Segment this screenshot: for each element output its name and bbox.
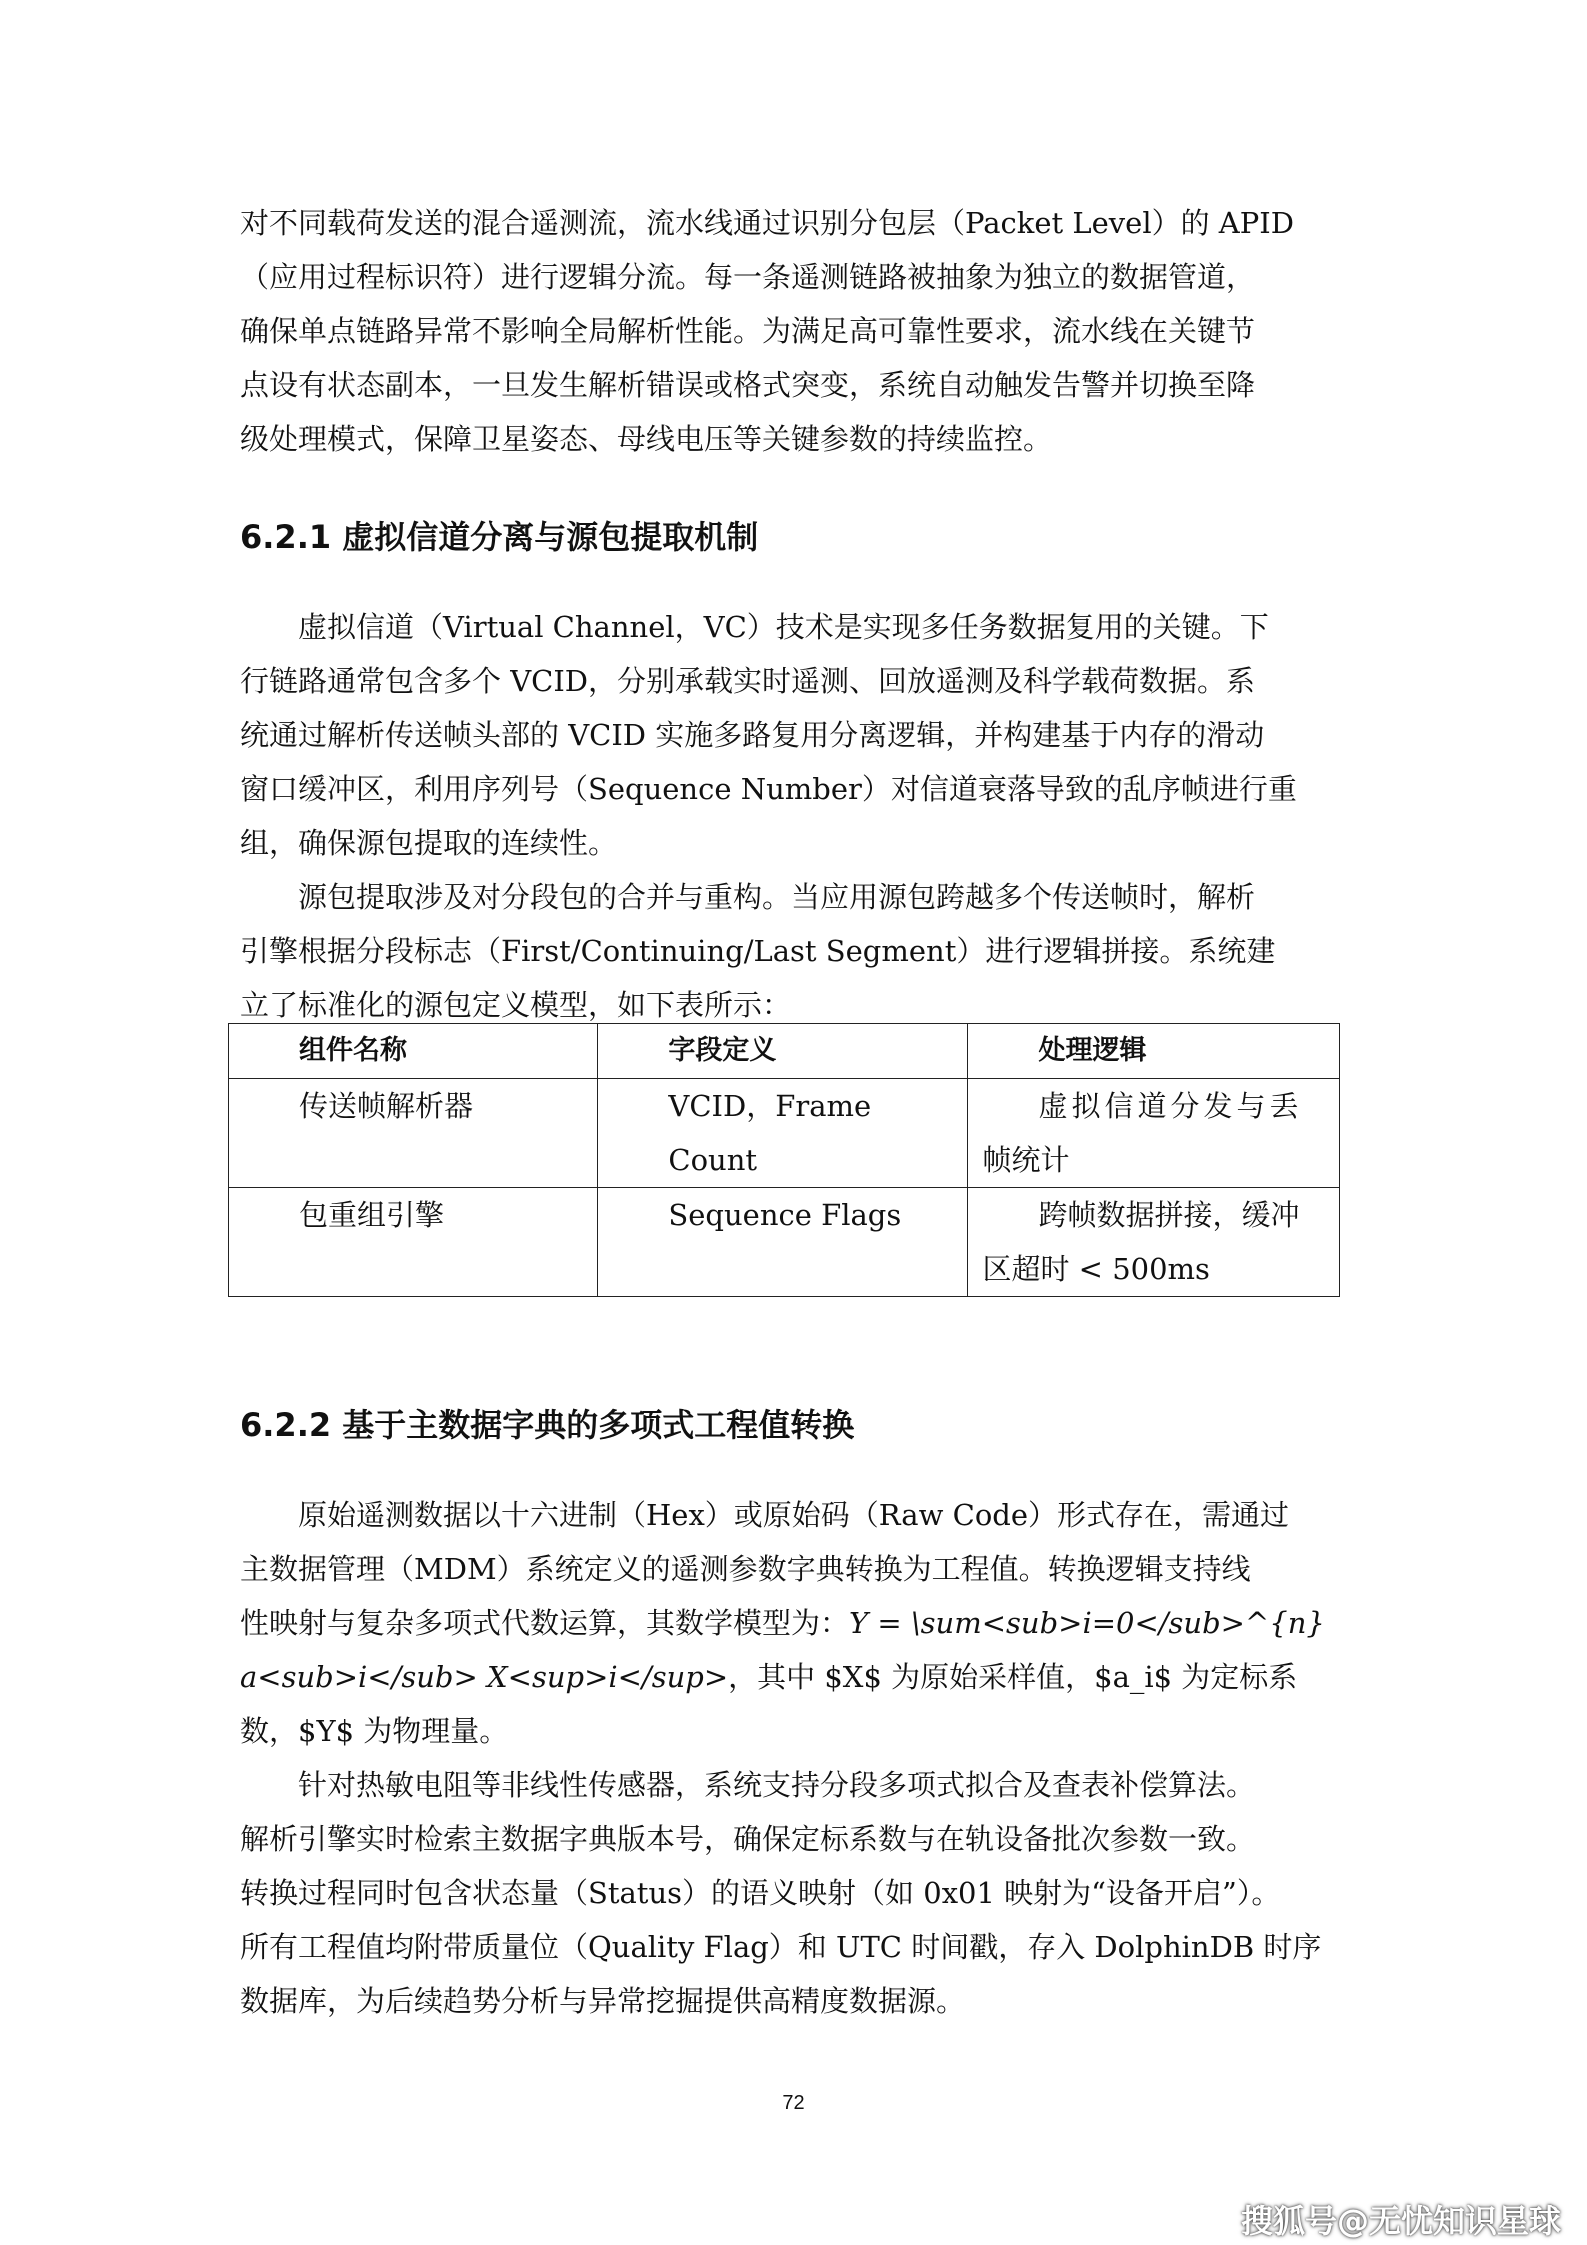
paragraph-line: 窗口缓冲区，利用序列号（Sequence Number）对信道衰落导致的乱序帧进行重	[240, 772, 1297, 806]
paragraph-line: a<sub>i</sub> X<sup>i</sup>，其中 $X$ 为原始采样值，$a_i$ 为定标系	[240, 1660, 1298, 1694]
table-cell: 跨帧数据拼接，缓冲 区超时 < 500ms	[968, 1188, 1340, 1297]
section-622-paragraph-1	[240, 1488, 1354, 1758]
section-heading-622: 6.2.2 基于主数据字典的多项式工程值转换	[240, 1406, 855, 1444]
table-cell: Sequence Flags	[598, 1188, 968, 1297]
table-row	[229, 1079, 1340, 1188]
section-622-paragraph-2	[240, 1758, 1354, 2028]
page-number: 72	[782, 2092, 805, 2114]
paragraph-line: 所有工程值均附带质量位（Quality Flag）和 UTC 时间戳，存入 DolphinDB 时序	[240, 1930, 1322, 1964]
paragraph-line: 数据库，为后续趋势分析与异常挖掘提供高精度数据源。	[240, 1984, 966, 2018]
source-packet-definition-table	[228, 1023, 1340, 1297]
intro-line: 确保单点链路异常不影响全局解析性能。为满足高可靠性要求，流水线在关键节	[240, 314, 1256, 348]
intro-line: 点设有状态副本，一旦发生解析错误或格式突变，系统自动触发告警并切换至降	[240, 368, 1256, 402]
formula-text: Y = \sum<sub>i=0</sub>^{n}	[849, 1606, 1325, 1640]
paragraph-line: 性映射与复杂多项式代数运算，其数学模型为：Y = \sum<sub>i=0</sub>^{n}	[240, 1606, 1325, 1640]
paragraph-line: 统通过解析传送帧头部的 VCID 实施多路复用分离逻辑，并构建基于内存的滑动	[240, 718, 1265, 752]
table-cell: 传送帧解析器	[229, 1079, 598, 1188]
table-cell: VCID，Frame Count	[598, 1079, 968, 1188]
paragraph-line: 虚拟信道（Virtual Channel，VC）技术是实现多任务数据复用的关键。下	[298, 610, 1269, 644]
section-heading-621: 6.2.1 虚拟信道分离与源包提取机制	[240, 518, 759, 556]
intro-paragraph	[240, 196, 1354, 466]
intro-line: 级处理模式，保障卫星姿态、母线电压等关键参数的持续监控。	[240, 422, 1053, 456]
intro-line: （应用过程标识符）进行逻辑分流。每一条遥测链路被抽象为独立的数据管道，	[240, 260, 1256, 294]
paragraph-line: 数，$Y$ 为物理量。	[240, 1714, 509, 1748]
table-row	[229, 1188, 1340, 1297]
paragraph-line: 源包提取涉及对分段包的合并与重构。当应用源包跨越多个传送帧时，解析	[298, 880, 1256, 914]
section-621-paragraph-1	[240, 600, 1354, 870]
intro-line: 对不同载荷发送的混合遥测流，流水线通过识别分包层（Packet Level）的 APID	[240, 206, 1294, 240]
table-cell: 虚拟信道分发与丢 帧统计	[968, 1079, 1340, 1188]
paragraph-line: 主数据管理（MDM）系统定义的遥测参数字典转换为工程值。转换逻辑支持线	[240, 1552, 1251, 1586]
paragraph-line: 行链路通常包含多个 VCID，分别承载实时遥测、回放遥测及科学载荷数据。系	[240, 664, 1256, 698]
table-header-row	[229, 1024, 1340, 1079]
paragraph-line: 组，确保源包提取的连续性。	[240, 826, 618, 860]
paragraph-line: 原始遥测数据以十六进制（Hex）或原始码（Raw Code）形式存在，需通过	[298, 1498, 1290, 1532]
paragraph-line: 引擎根据分段标志（First/Continuing/Last Segment）进行逻辑拼接。系统建	[240, 934, 1276, 968]
table-header-cell: 字段定义	[598, 1024, 968, 1079]
paragraph-line: 转换过程同时包含状态量（Status）的语义映射（如 0x01 映射为“设备开启”）。	[240, 1876, 1281, 1910]
formula-text: a<sub>i</sub> X<sup>i</sup>	[240, 1660, 729, 1694]
paragraph-line: 针对热敏电阻等非线性传感器，系统支持分段多项式拟合及查表补偿算法。	[298, 1768, 1256, 1802]
paragraph-line: 解析引擎实时检索主数据字典版本号，确保定标系数与在轨设备批次参数一致。	[240, 1822, 1256, 1856]
table-cell: 包重组引擎	[229, 1188, 598, 1297]
table-header-cell: 组件名称	[229, 1024, 598, 1079]
watermark-text: 搜狐号@无忧知识星球	[1240, 2202, 1561, 2240]
table-header-cell: 处理逻辑	[968, 1024, 1340, 1079]
section-621-paragraph-2	[240, 870, 1354, 1032]
paragraph-line: 立了标准化的源包定义模型，如下表所示：	[240, 988, 792, 1022]
